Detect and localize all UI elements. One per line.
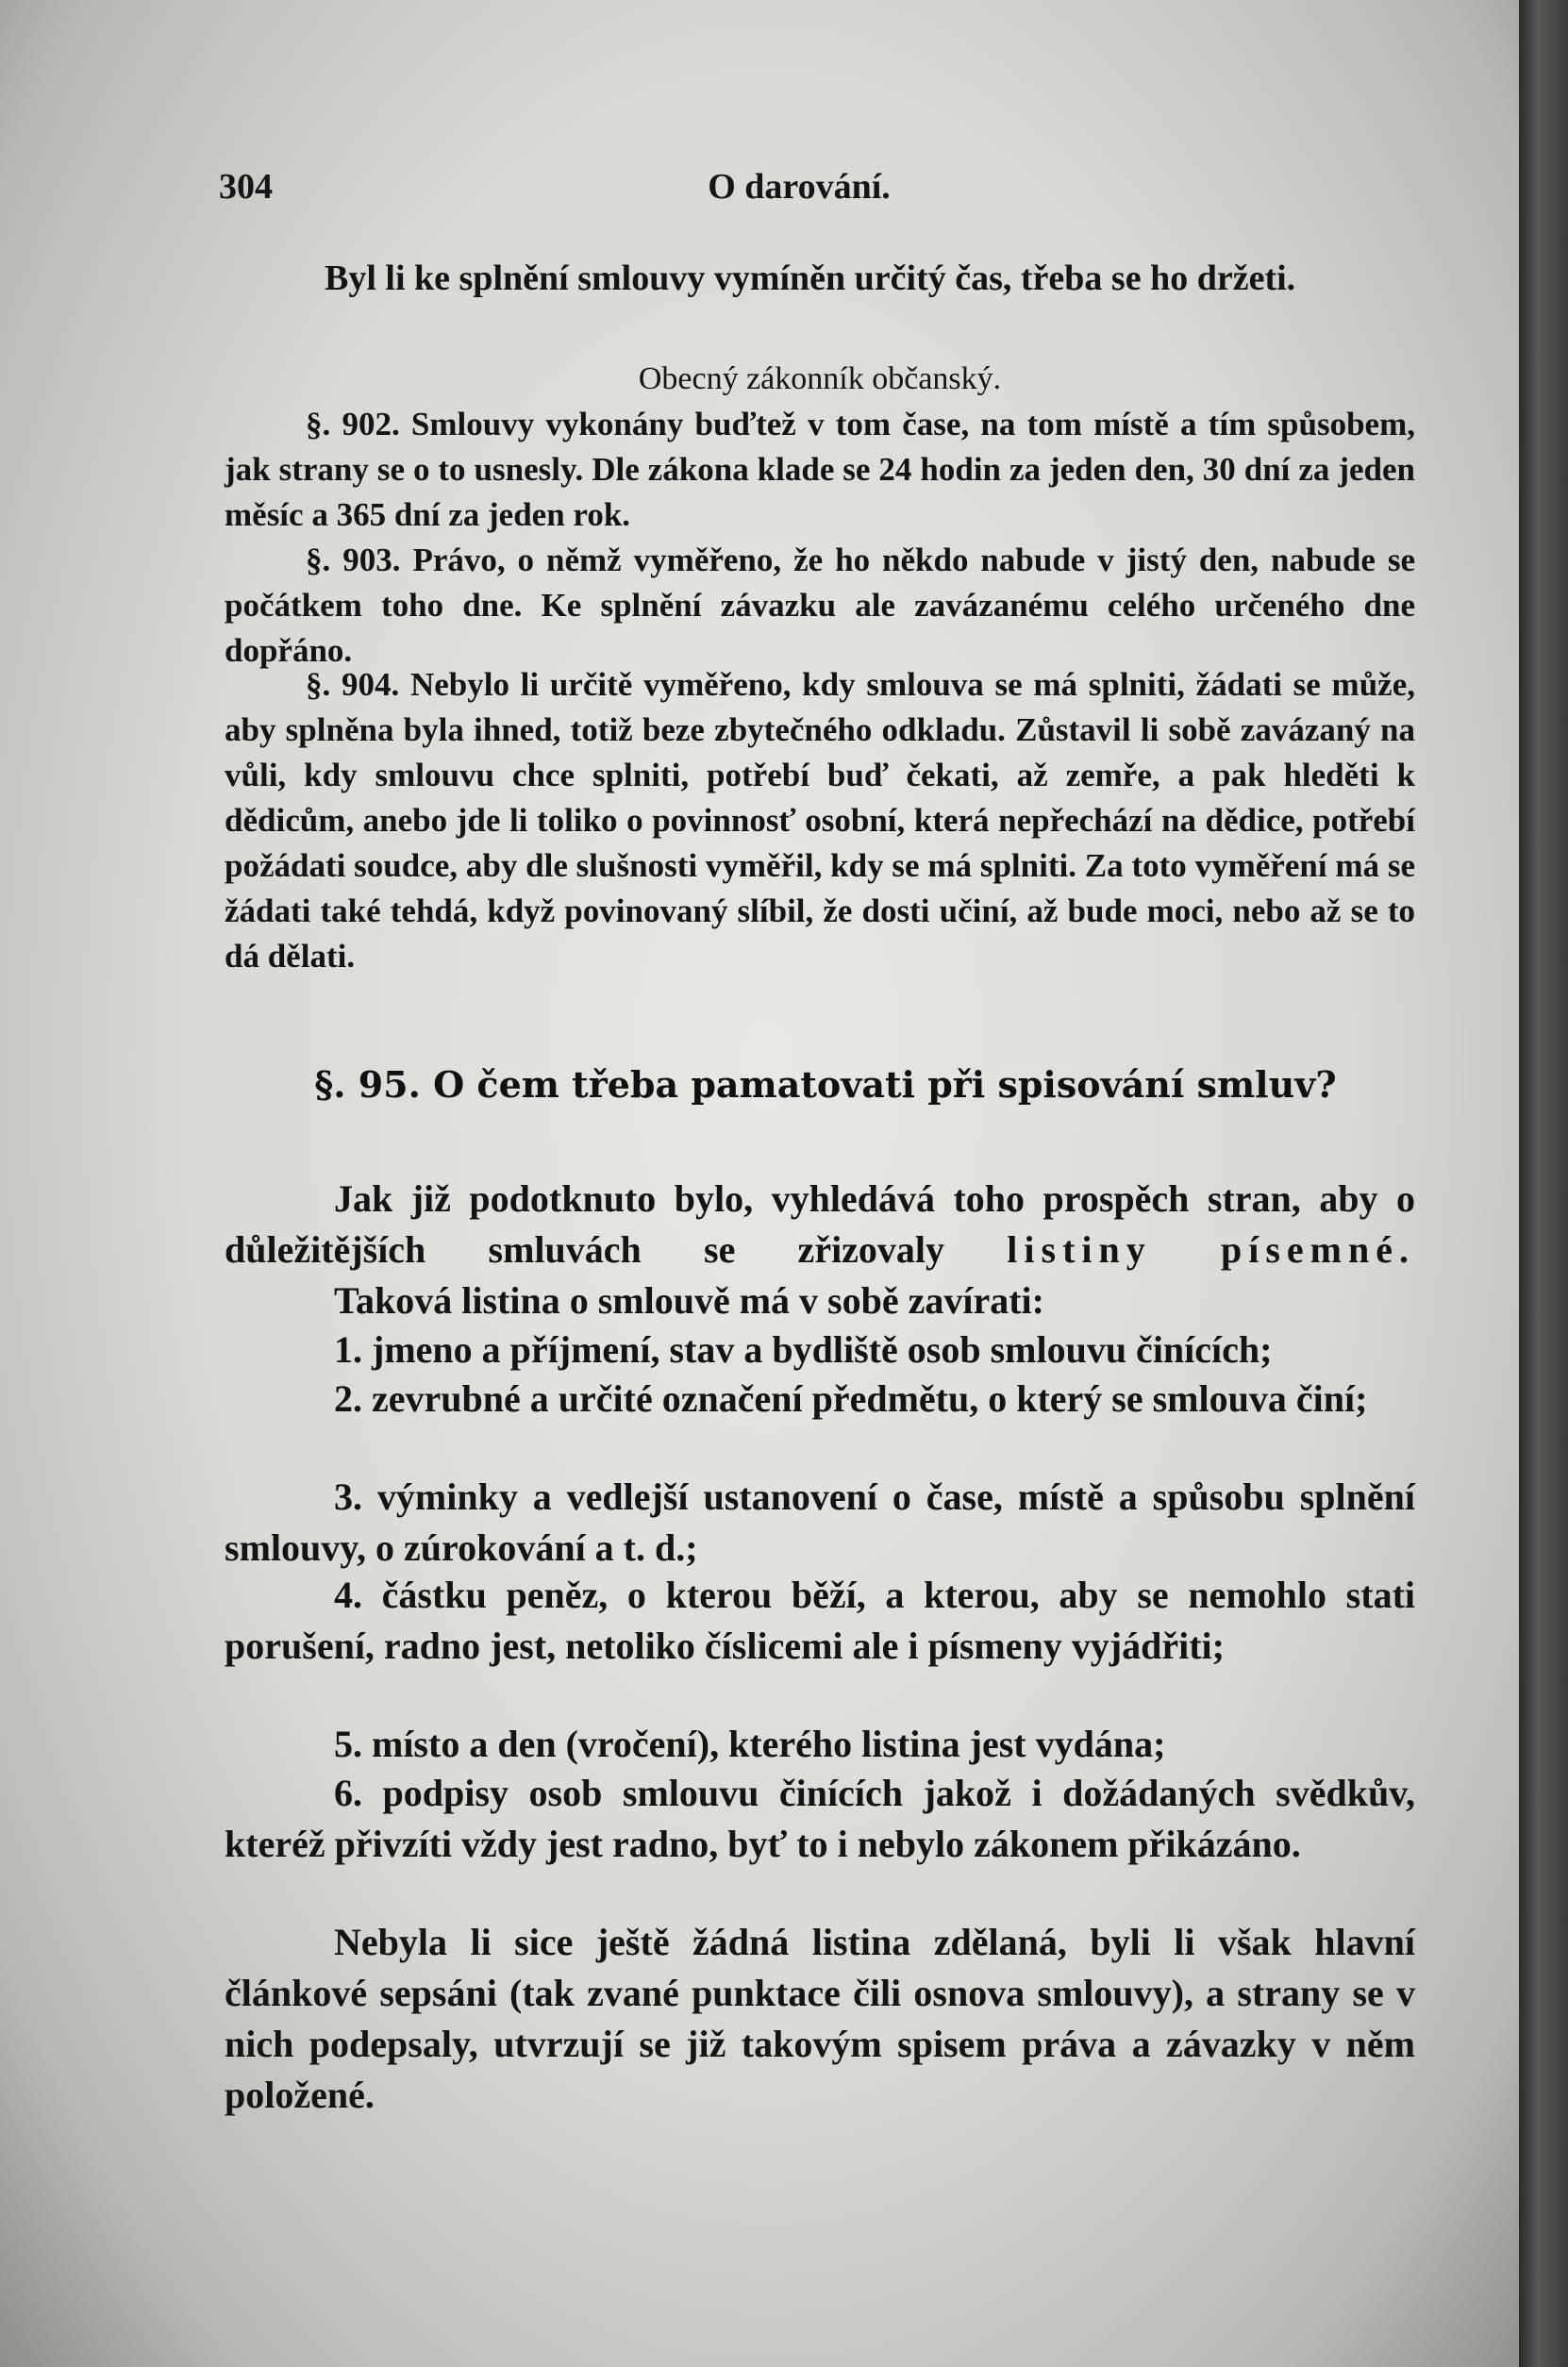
page-header <box>219 166 1379 223</box>
section-number: §. 95. <box>314 1063 421 1106</box>
paragraph-903-text: Právo, o němž vyměřeno, že ho někdo nabude v jistý den, nabude se počátkem toho dne. Ke splnění závazku ale zavázanému celého určeného dne dopřáno. <box>225 542 1416 669</box>
paragraph-904 <box>225 662 1415 979</box>
list-item <box>225 1374 1415 1425</box>
list-item-text: 2. zevrubné a určité označení předmětu, o který se smlouva činí; <box>334 1377 1368 1420</box>
body-paragraph-2 <box>225 1275 1415 1326</box>
list-item <box>225 1570 1415 1672</box>
list-item-text: 3. výminky a vedlejší ustanovení o čase, místě a spůsobu splnění smlouvy, o zúrokování a t. d.; <box>225 1475 1415 1569</box>
list-item-text: 5. místo a den (vročení), kterého listina jest vydána; <box>334 1723 1166 1765</box>
section-sign-902: §. 902. <box>306 406 400 442</box>
body-paragraph-2-text: Taková listina o smlouvě má v sobě zavírati: <box>334 1279 1044 1322</box>
list-item-text: 4. částku peněz, o kterou běží, a kterou, aby se nemohlo stati porušení, radno jest, netoliko číslicemi ale i písmeny vyjádřiti; <box>225 1574 1415 1667</box>
section-title: O čem třeba pamatovati při spisování smluv? <box>433 1063 1337 1106</box>
paragraph-903 <box>225 538 1415 674</box>
intro-text: Byl li ke splnění smlouvy vymíněn určitý čas, třeba se ho držeti. <box>325 258 1296 298</box>
book-edge <box>1519 0 1568 2367</box>
paragraph-902-text: Smlouvy vykonány buďtež v tom čase, na tom místě a tím spůsobem, jak strany se o to usnesly. Dle zákona klade se 24 hodin za jeden den, 30 dní za jeden měsíc a 365 dní za jeden rok. <box>225 406 1415 533</box>
page-number: 304 <box>219 167 273 207</box>
list-item-text: 6. podpisy osob smlouvu činících jakož i dožádaných svědkův, kteréž přivzíti vždy jest radno, byť to i nebylo zákonem přikázáno. <box>225 1772 1415 1865</box>
code-title: Obecný zákonník občanský. <box>638 361 1002 396</box>
list-item-text: 1. jmeno a příjmení, stav a bydliště osob smlouvu činících; <box>334 1328 1273 1371</box>
body-paragraph-1-text: Jak již podotknuto bylo, vyhledává toho prospěch stran, aby o důležitějších smluvách se zřizovaly <box>225 1177 1415 1271</box>
body-spaced-emphasis: listiny písemné. <box>1007 1228 1416 1271</box>
closing-paragraph <box>225 1917 1415 2121</box>
running-title: O darování. <box>708 167 891 207</box>
list-item <box>225 1719 1415 1770</box>
section-heading <box>236 1058 1415 1111</box>
section-sign-903: §. 903. <box>306 542 401 578</box>
list-item <box>225 1325 1415 1375</box>
list-item <box>225 1472 1415 1574</box>
closing-paragraph-text: Nebyla li sice ještě žádná listina zdělaná, byli li však hlavní článkové sepsáni (tak zvané punktace čili osnova smlouvy), a strany se v nich podepsaly, utvrzují se již takovým spisem práva a závazky v něm položené. <box>225 1921 1415 2116</box>
section-sign-904: §. 904. <box>306 666 400 703</box>
body-paragraph-1 <box>225 1174 1415 1275</box>
intro-paragraph <box>225 255 1415 302</box>
list-item <box>225 1768 1415 1870</box>
paragraph-904-text: Nebylo li určitě vyměřeno, kdy smlouva se má splniti, žádati se může, aby splněna byla ihned, totiž beze zbytečného odkladu. Zůstavil li sobě zavázaný na vůli, kdy smlouvu chce splniti, potřebí buď čekati, až zemře, a pak hleděti k dědicům, anebo jde li toliko o povinnosť osobní, která nepřechází na dědice, potřebí požádati soudce, aby dle slušnosti vyměřil, kdy se má splniti. Za toto vyměření má se žádati také tehdá, když povinovaný slíbil, že dosti učiní, až bude moci, nebo až se to dá dělati. <box>225 666 1415 975</box>
paragraph-902 <box>225 402 1415 538</box>
